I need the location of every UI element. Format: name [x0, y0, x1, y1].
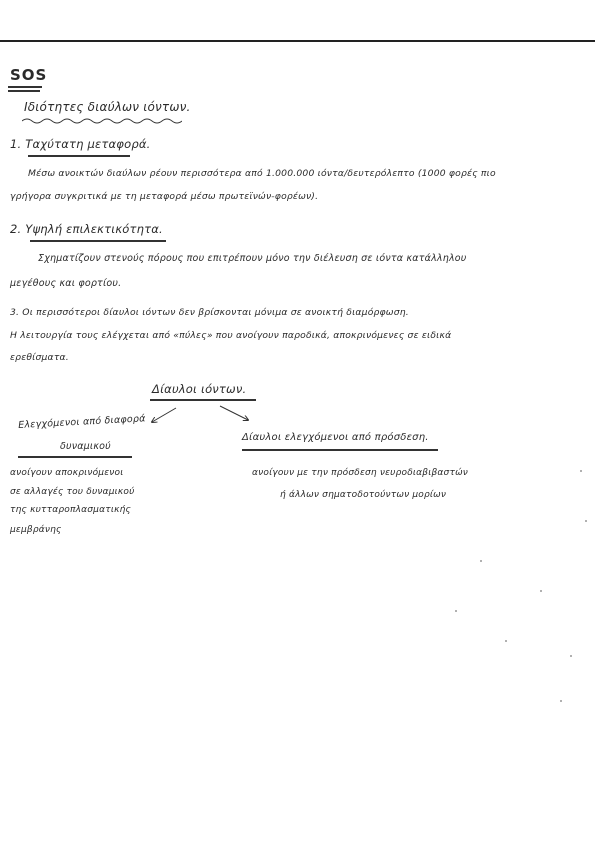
arrow-right	[220, 406, 248, 420]
item-1-heading: 1. Ταχύτατη μεταφορά.	[10, 137, 151, 151]
scan-speck	[540, 590, 542, 592]
diagram-root: Δίαυλοι ιόντων.	[152, 382, 247, 396]
right-branch-title: Δίαυλοι ελεγχόμενοι από πρόσδεση.	[242, 432, 429, 443]
left-branch-line-1: ανοίγουν αποκρινόμενοι	[10, 468, 124, 478]
page-number: SOS	[10, 66, 48, 84]
scan-speck	[585, 520, 587, 522]
page-number-underline-2	[8, 90, 40, 92]
item-2-line-1: Σχηματίζουν στενούς πόρους που επιτρέπουν μόνο την διέλευση σε ιόντα κατάλληλου	[38, 253, 467, 264]
left-branch-title-2: δυναμικού	[60, 441, 111, 452]
diagram-arrows	[140, 400, 260, 430]
right-branch-line-2: ή άλλων σηματοδοτούντων μορίων	[280, 490, 447, 500]
scan-speck	[580, 470, 582, 472]
item-1-line-2: γρήγορα συγκριτικά με τη μεταφορά μέσω πρωτεϊνών-φορέων).	[10, 191, 319, 202]
item-3-line-1: 3. Οι περισσότεροι δίαυλοι ιόντων δεν βρίσκονται μόνιμα σε ανοικτή διαμόρφωση.	[10, 307, 409, 318]
title-wavy-underline	[22, 117, 182, 125]
scan-speck	[505, 640, 507, 642]
top-edge-line	[0, 40, 595, 42]
page-title: Ιδιότητες διαύλων ιόντων.	[24, 100, 191, 114]
scan-speck	[560, 700, 562, 702]
right-branch-underline	[242, 449, 438, 451]
scan-speck	[570, 655, 572, 657]
right-branch-line-1: ανοίγουν με την πρόσδεση νευροδιαβιβαστών	[252, 468, 469, 478]
item-2-line-2: μεγέθους και φορτίου.	[10, 278, 122, 289]
scan-speck	[480, 560, 482, 562]
left-branch-title-1: Ελεγχόμενοι από διαφορά	[18, 413, 146, 431]
item-1-line-1: Μέσω ανοικτών διαύλων ρέουν περισσότερα από 1.000.000 ιόντα/δευτερόλεπτο (1000 φορές πιο	[28, 168, 496, 179]
scan-speck	[455, 610, 457, 612]
left-branch-line-2: σε αλλαγές του δυναμικού	[10, 487, 135, 497]
item-3-line-2: Η λειτουργία τους ελέγχεται από «πύλες» που ανοίγουν παροδικά, αποκρινόμενες σε ειδικά	[10, 330, 452, 341]
item-1-heading-underline	[28, 155, 130, 157]
item-2-heading: 2. Υψηλή επιλεκτικότητα.	[10, 222, 163, 236]
left-branch-underline	[18, 456, 132, 458]
arrow-left	[152, 408, 176, 422]
left-branch-line-4: μεμβράνης	[10, 525, 62, 535]
page-number-underline	[8, 86, 42, 88]
item-3-line-3: ερεθίσματα.	[10, 352, 69, 363]
item-2-heading-underline	[30, 240, 166, 242]
left-branch-line-3: της κυτταροπλασματικής	[10, 505, 131, 515]
